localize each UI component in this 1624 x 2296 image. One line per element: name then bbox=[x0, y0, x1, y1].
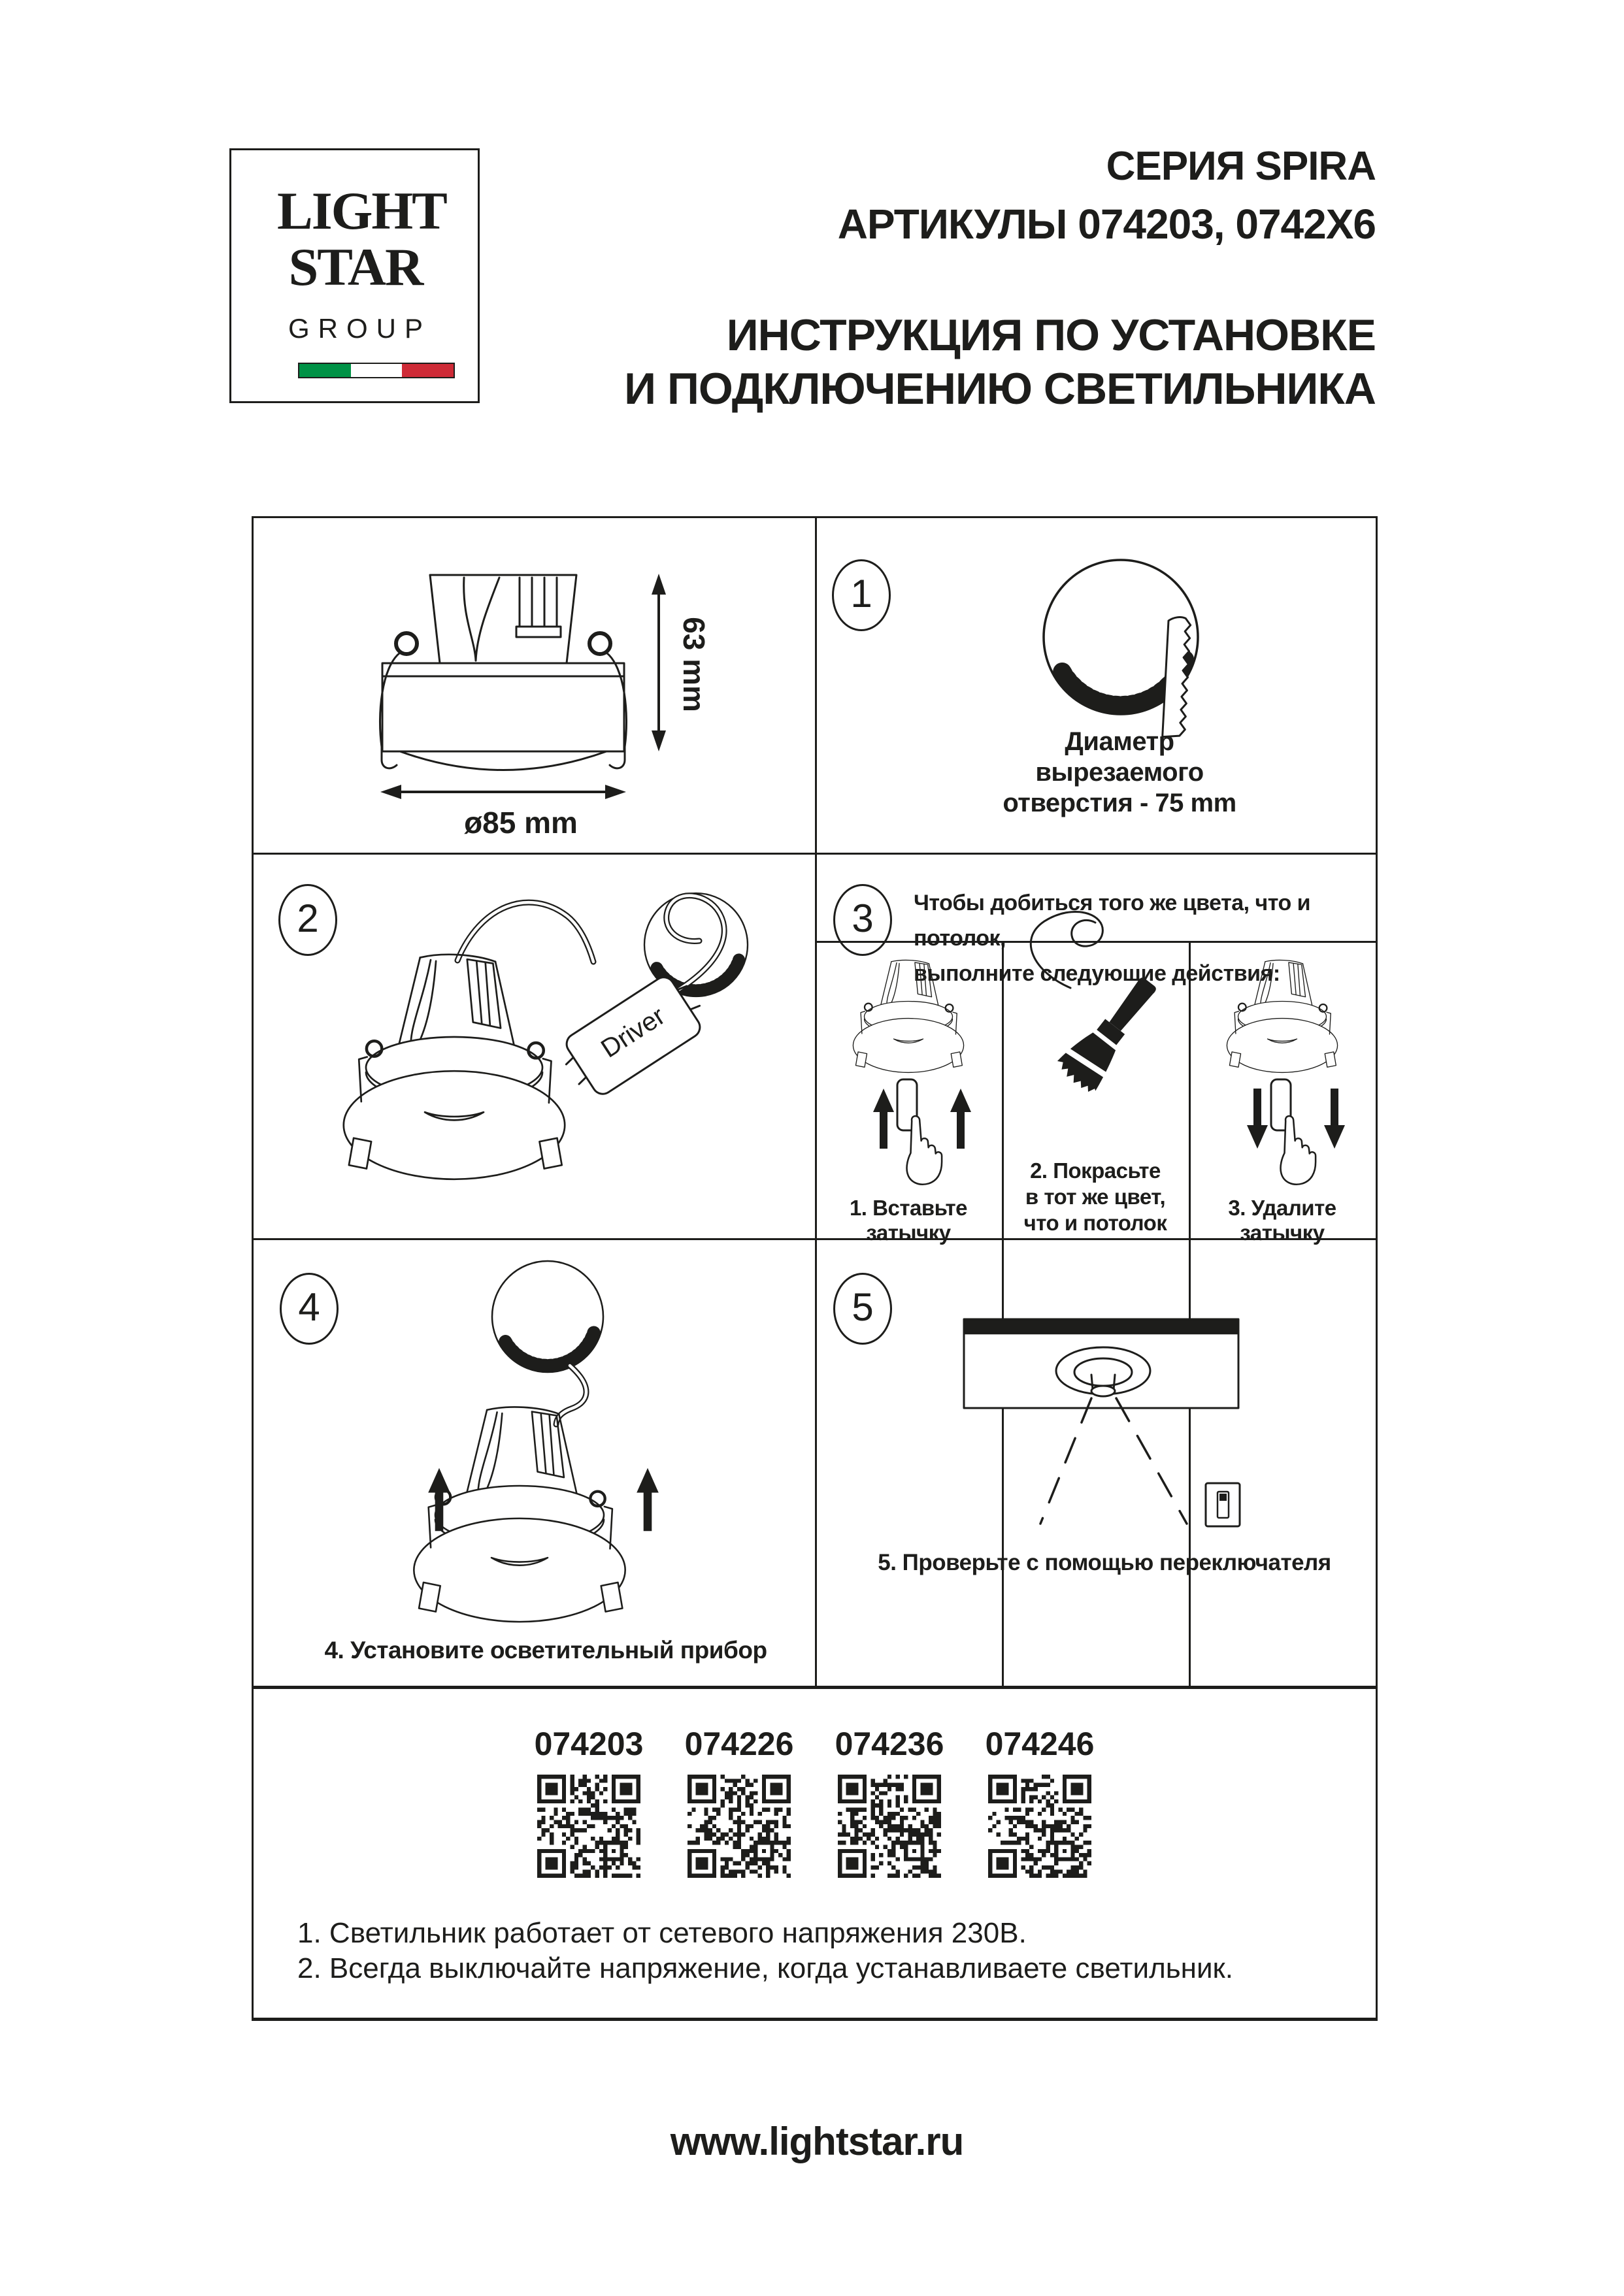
fixture-front-drawing bbox=[380, 574, 666, 799]
safety-notes bbox=[297, 1916, 1343, 1986]
hand-icon bbox=[907, 1116, 942, 1185]
arrow-down-icon bbox=[1247, 1089, 1268, 1149]
insert-plug-drawing bbox=[853, 960, 971, 1184]
qr-code bbox=[838, 1775, 941, 1878]
step-badge-2: 2 bbox=[278, 884, 337, 956]
qr-label: 074236 bbox=[835, 1726, 944, 1762]
arrow-up-icon bbox=[873, 1089, 894, 1149]
light-beam bbox=[1040, 1398, 1187, 1524]
arrow-up-icon bbox=[637, 1468, 659, 1532]
step3-sub2-caption: 2. Покрасьте в тот же цвет, что и потолок bbox=[1023, 1158, 1167, 1235]
cutout-hole-drawing bbox=[1044, 560, 1198, 738]
arrow-down-icon bbox=[1324, 1089, 1345, 1149]
qr-code bbox=[988, 1775, 1091, 1878]
height-dimension-label: 63 mm bbox=[677, 617, 711, 712]
qr-label: 074203 bbox=[534, 1726, 644, 1762]
switch-icon bbox=[1206, 1483, 1240, 1526]
remove-plug-drawing bbox=[1227, 960, 1345, 1184]
series-title: СЕРИЯ SPIRA bbox=[1106, 144, 1376, 189]
step3-sub1-caption: 1. Вставьте затычку bbox=[849, 1196, 968, 1245]
doc-title-line1: ИНСТРУКЦИЯ ПО УСТАНОВКЕ bbox=[726, 310, 1376, 360]
qr-label: 074226 bbox=[684, 1726, 794, 1762]
website-url: www.lightstar.ru bbox=[670, 2120, 964, 2163]
step5-caption: 5. Проверьте с помощью переключателя bbox=[878, 1550, 1331, 1575]
note-2: 2. Всегда выключайте напряжение, когда устанавливаете светильник. bbox=[297, 1952, 1234, 1984]
driver-label: Driver bbox=[596, 1001, 671, 1064]
doc-title-line2: И ПОДКЛЮЧЕНИЮ СВЕТИЛЬНИКА bbox=[624, 364, 1376, 414]
arrow-up-icon bbox=[950, 1089, 971, 1149]
step-badge-4: 4 bbox=[280, 1273, 339, 1345]
hand-icon bbox=[1281, 1116, 1316, 1185]
step3-sub3-caption: 3. Удалите затычку bbox=[1228, 1196, 1336, 1245]
logo-word-light: LIGHT bbox=[277, 181, 446, 240]
wiring-drawing bbox=[344, 893, 748, 1179]
step-badge-5: 5 bbox=[833, 1273, 892, 1345]
step-badge-3: 3 bbox=[833, 884, 892, 956]
step1-caption: Диаметр вырезаемого отверстия - 75 mm bbox=[1003, 727, 1236, 817]
qr-code bbox=[537, 1775, 640, 1878]
diameter-dimension-label: ø85 mm bbox=[464, 806, 578, 840]
articles-line: АРТИКУЛЫ 074203, 0742X6 bbox=[837, 201, 1376, 248]
step4-caption: 4. Установите осветительный прибор bbox=[324, 1637, 767, 1664]
qr-code bbox=[688, 1775, 791, 1878]
fixture-iso-drawing bbox=[344, 955, 565, 1179]
step3-header: Чтобы добиться того же цвета, что и потолок, выполните следующие действия: bbox=[914, 891, 1311, 986]
test-drawing bbox=[964, 1319, 1240, 1526]
logo-word-group: GROUP bbox=[288, 313, 431, 344]
install-drawing bbox=[414, 1261, 658, 1622]
logo-word-star: STAR bbox=[288, 237, 423, 297]
step-badge-1: 1 bbox=[832, 559, 891, 631]
qr-label: 074246 bbox=[985, 1726, 1095, 1762]
note-1: 1. Светильник работает от сетевого напряжения 230В. bbox=[297, 1917, 1027, 1949]
